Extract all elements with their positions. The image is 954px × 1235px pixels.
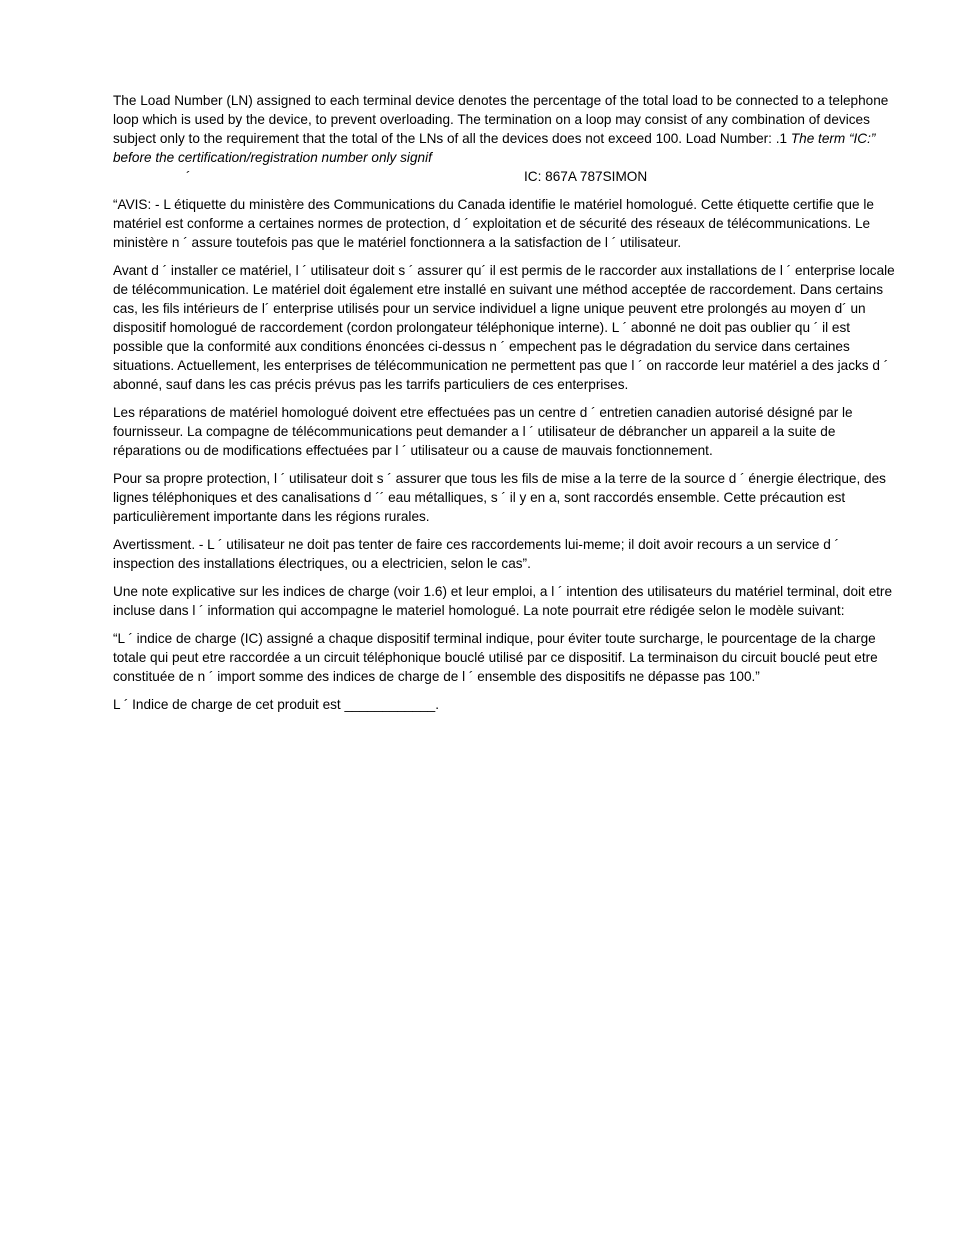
ic-certification-number: IC: 867A 787SIMON <box>524 169 648 184</box>
paragraph-avertissment: Avertissment. - L ´ utilisateur ne doit pas tenter de faire ces raccordements lui-meme; il doit avoir recours a un service d ´ inspection des installations électriques, ou a electricien, selon le cas”. <box>113 537 840 571</box>
paragraph-avant-installer: Avant d ´ installer ce matériel, l ´ utilisateur doit s ´ assurer qu´ il est permis de le raccorder aux installations de l ´ enterprise locale de télécommunication. Le matériel doit également etre installé en suivant une méthod acceptée de raccordement. Dans certains cas, les fils intérieurs de l´ enterprise utilisés pour un service individuel a ligne unique peuvent etre prolongés au moyen d´ un dispositif homologué de raccordement (cordon prolongateur téléphonique interne). L ´ abonné ne doit pas oublier qu ´ il est possible que la conformité aux conditions énoncées ci-dessus n ´ empechent pas le dégradation du service dans certaines situations. Actuellement, les enterprises de télécommunication ne permettent pas que l ´ on raccorde leur matériel a des jacks d ´ abonné, sauf dans les cas précis prévus pas les tarrifs particuliers de ces enterprises. <box>113 263 895 392</box>
paragraph-reparations: Les réparations de matériel homologué doivent etre effectuées pas un centre d ´ entretien canadien autorisé désigné par le fournisseur. La compagne de télécommunications peut demander a l ´ utilisateur de débrancher un appareil a la suite de réparations ou de modifications effectuées par l ´ utilisateur ou a cause de mauvais fonctionnement. <box>113 405 853 458</box>
paragraph-indice-definition: “L ´ indice de charge (IC) assigné a chaque dispositif terminal indique, pour éviter toute surcharge, le pourcentage de la charge totale qui peut etre raccordée a un circuit téléphonique bouclé utilisé par ce dispositif. La terminaison du circuit bouclé peut etre constituée de n ´ import somme des indices de charge de l ´ ensemble des dispositifs ne dépasse pas 100.” <box>113 631 878 684</box>
ic-number-line <box>113 167 901 186</box>
accent-mark: ´ <box>186 169 191 184</box>
ic-term-note: The term “IC:” before the certification/registration number only signif <box>113 131 876 165</box>
paragraph-avis: “AVIS: - L étiquette du ministère des Communications du Canada identifie le matériel homologué. Cette étiquette certifie que le matériel est conforme a certaines normes de protection, d ´ exploitation et de sécurité des réseaux de télécommunications. Le ministère n ´ assure toutefois pas que le matériel fonctionnera a la satisfaction de l ´ utilisateur. <box>113 197 874 250</box>
load-number-text: The Load Number (LN) assigned to each terminal device denotes the percentage of the total load to be connected to a telephone loop which is used by the device, to prevent overloading. The termination on a loop may consist of any combination of devices subject only to the requirement that the total of the LNs of all the devices does not exceed 100. Load Number: .1 <box>113 93 889 146</box>
paragraph-load-number <box>113 91 901 167</box>
paragraph-note-explicative: Une note explicative sur les indices de charge (voir 1.6) et leur emploi, a l ´ intention des utilisateurs du matériel terminal, doit etre incluse dans l ´ information qui accompagne le materiel homologué. La note pourrait etre rédigée selon le modèle suivant: <box>113 584 892 618</box>
paragraph-protection: Pour sa propre protection, l ´ utilisateur doit s ´ assurer que tous les fils de mise a la terre de la source d ´ énergie électrique, des lignes téléphoniques et des canalisations d ´´ eau métalliques, s ´ il y en a, sont raccordés ensemble. Cette précaution est particulièrement importante dans les régions rurales. <box>113 471 886 524</box>
paragraph-indice-produit: L ´ Indice de charge de cet produit est ____________. <box>113 697 439 712</box>
document-body <box>113 91 901 723</box>
